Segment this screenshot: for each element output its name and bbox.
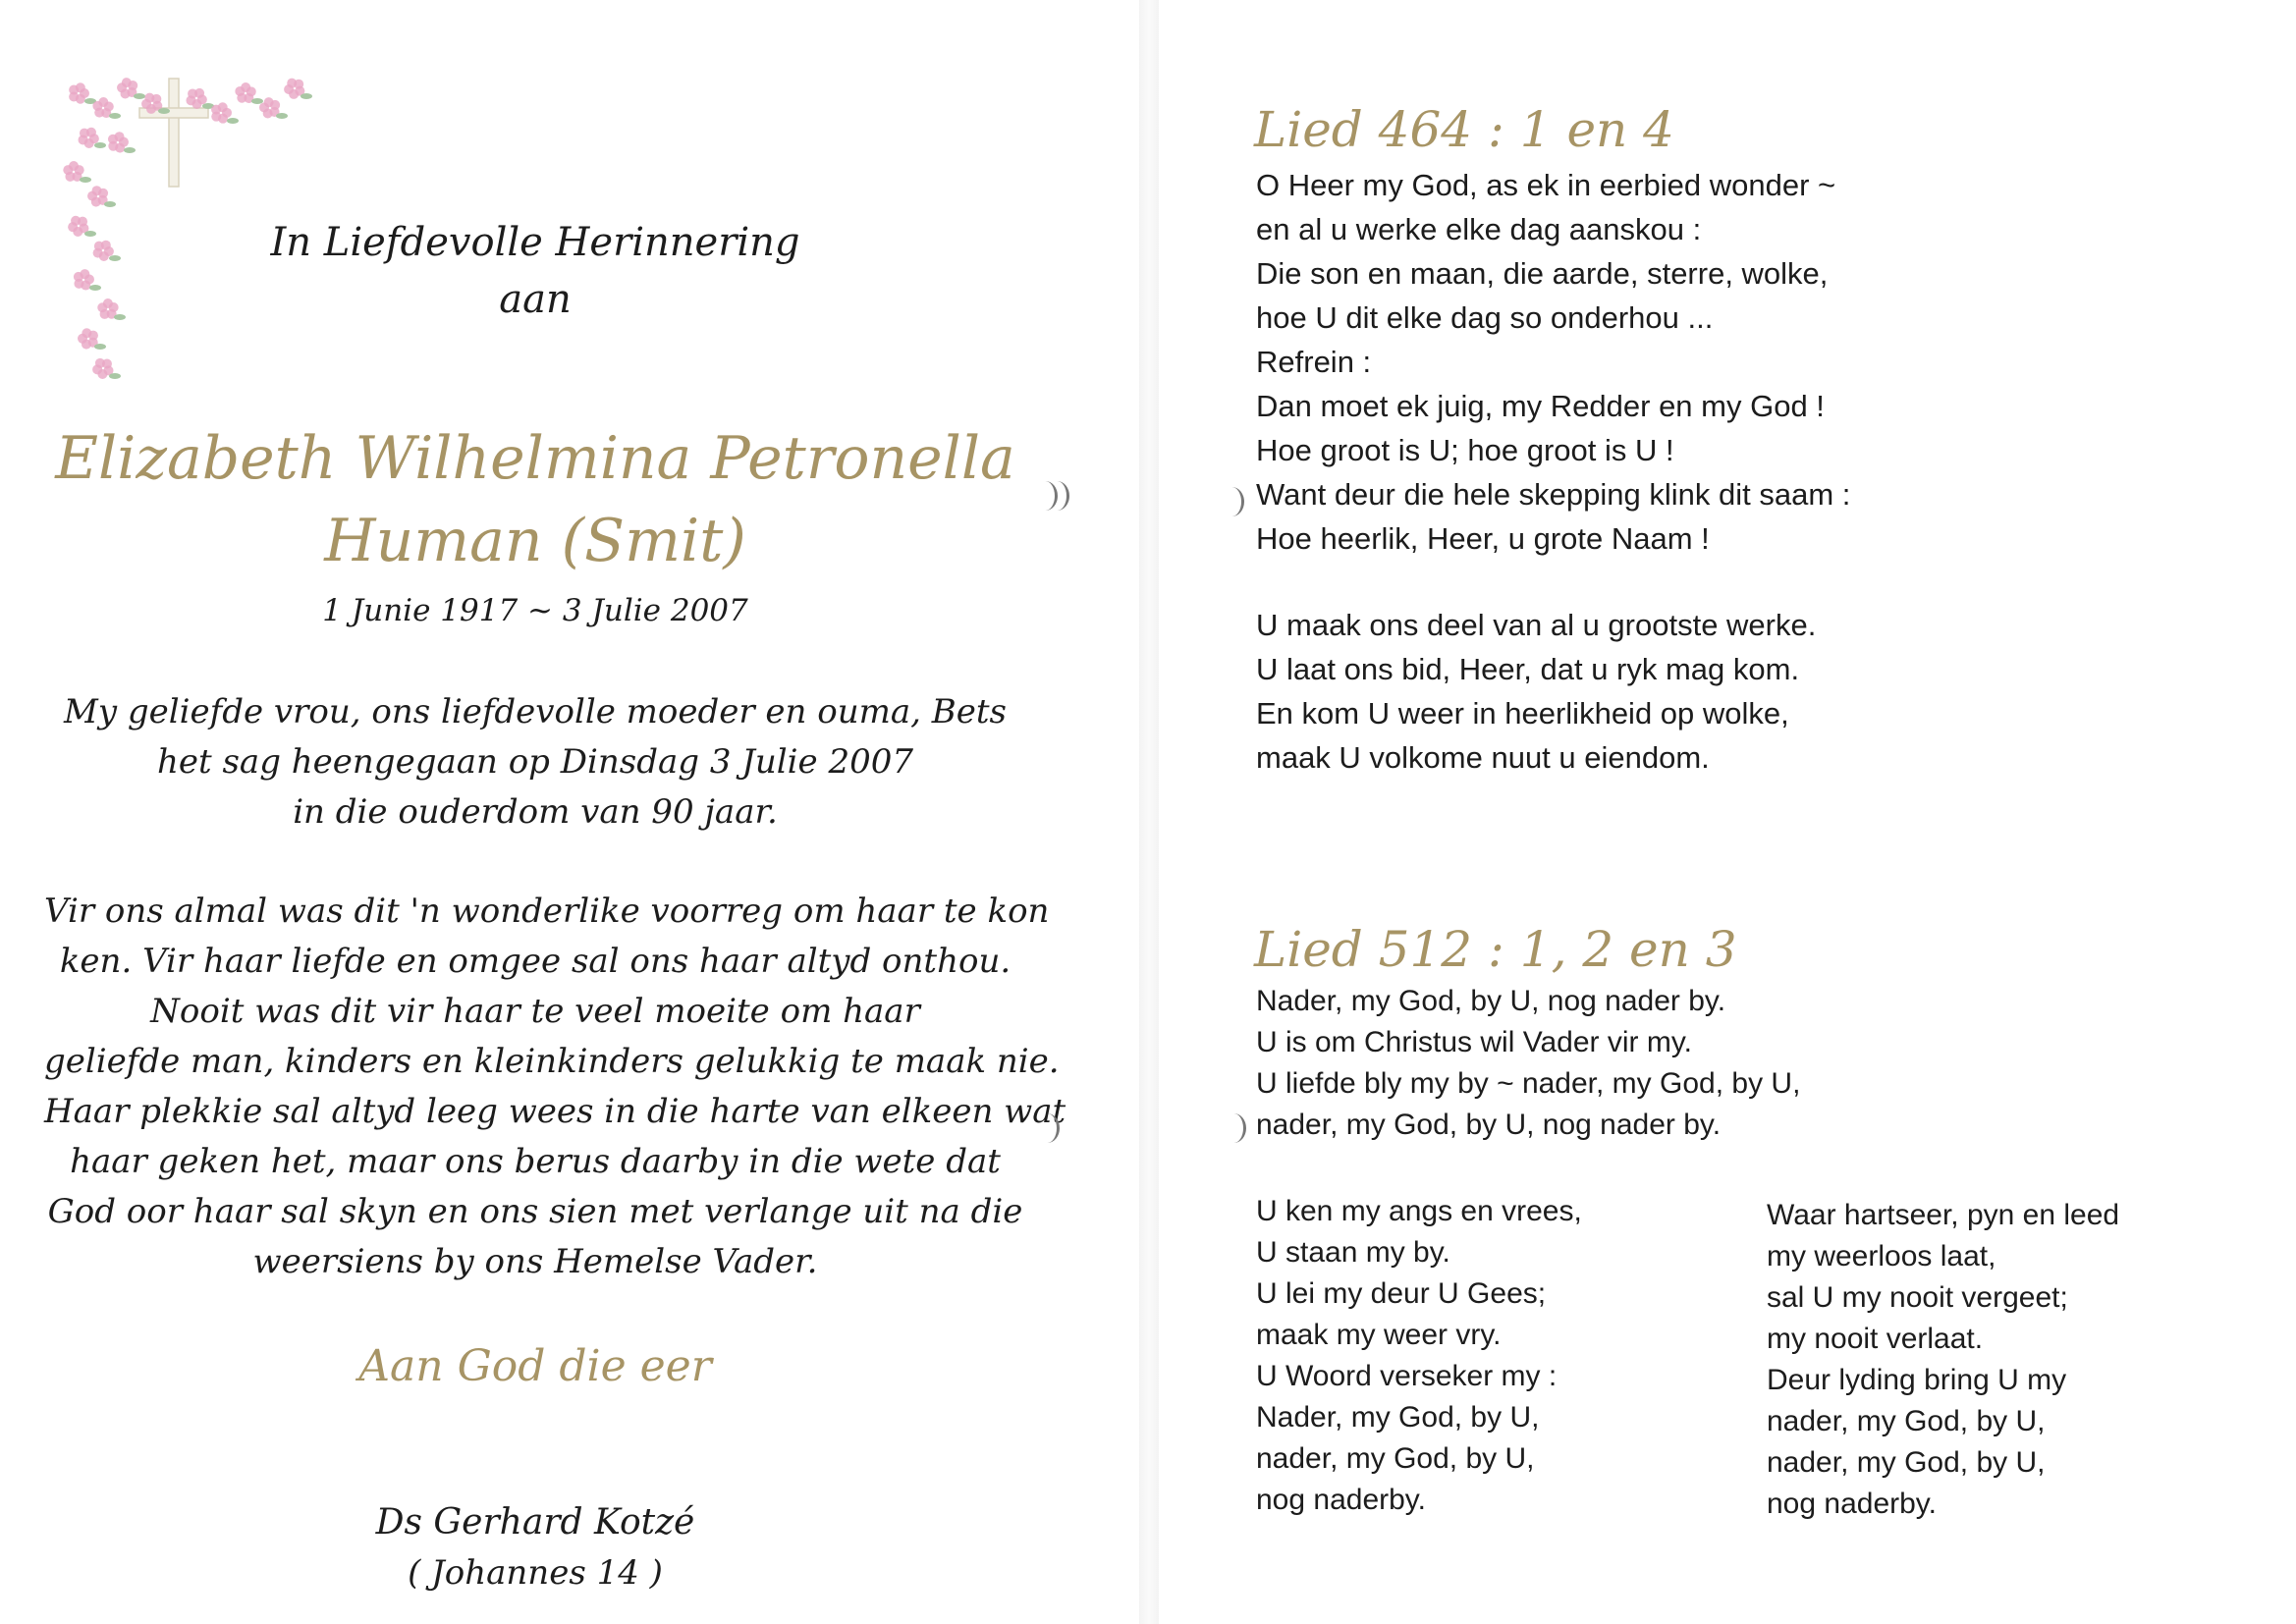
- name-line: Human (Smit): [324, 507, 746, 575]
- verse-line: U liefde bly my by ~ nader, my God, by U,: [1256, 1067, 1801, 1100]
- flower-icon: [78, 328, 106, 350]
- binding-mark: [1035, 1113, 1060, 1143]
- flower-icon: [284, 79, 312, 99]
- hymn1-verse1: [1256, 163, 1850, 561]
- verse-line: nader, my God, by U, nog nader by.: [1256, 1109, 1722, 1141]
- verse-line: nog naderby.: [1767, 1488, 1937, 1520]
- verse-line: maak U volkome nuut u eiendom.: [1256, 740, 1710, 775]
- verse-line: Refrein :: [1256, 345, 1372, 379]
- notice-line: het sag heengegaan op Dinsdag 3 Julie 2007: [156, 742, 913, 782]
- verse-line: my nooit verlaat.: [1767, 1323, 1984, 1355]
- verse-line: Hoe heerlik, Heer, u grote Naam !: [1256, 521, 1710, 556]
- verse-line: maak my weer vry.: [1256, 1319, 1502, 1351]
- verse-line: O Heer my God, as ek in eerbied wonder ~: [1256, 168, 1836, 202]
- verse-line: U lei my deur U Gees;: [1256, 1277, 1547, 1310]
- flower-icon: [259, 97, 288, 119]
- flower-icon: [235, 82, 263, 104]
- notice-line: in die ouderdom van 90 jaar.: [293, 792, 778, 832]
- tribute-line: haar geken het, maar ons berus daarby in die wete dat: [70, 1142, 1001, 1181]
- verse-line: hoe U dit elke dag so onderhou ...: [1256, 300, 1714, 335]
- verse-line: Dan moet ek juig, my Redder en my God !: [1256, 389, 1825, 423]
- tribute-line: ken. Vir haar liefde en omgee sal ons haar altyd onthou.: [59, 942, 1011, 981]
- verse-line: U maak ons deel van al u grootste werke.: [1256, 608, 1817, 642]
- hymn2-verse3: [1767, 1195, 2119, 1525]
- verse-line: sal U my nooit vergeet;: [1767, 1281, 2068, 1314]
- verse-line: nader, my God, by U,: [1767, 1446, 2046, 1479]
- tribute-line: Haar plekkie sal altyd leeg wees in die harte van elkeen wat: [44, 1092, 1066, 1131]
- verse-line: Die son en maan, die aarde, sterre, wolke,: [1256, 256, 1829, 291]
- flower-icon: [92, 97, 121, 119]
- hymn2-verse1: [1256, 981, 1800, 1146]
- tribute: [44, 887, 1066, 1287]
- hymn2-verse2: [1256, 1191, 1582, 1521]
- verse-line: U staan my by.: [1256, 1236, 1450, 1269]
- verse-line: U is om Christus wil Vader vir my.: [1256, 1026, 1692, 1058]
- flower-icon: [69, 82, 96, 104]
- verse-line: Waar hartseer, pyn en leed: [1767, 1199, 2120, 1231]
- verse-line: U ken my angs en vrees,: [1256, 1195, 1582, 1227]
- verse-line: Want deur die hele skepping klink dit saam :: [1256, 477, 1851, 512]
- dedication-line: aan: [499, 277, 572, 322]
- name-line: Elizabeth Wilhelmina Petronella: [55, 424, 1015, 493]
- hymn1-verse4: [1256, 603, 1816, 780]
- death-notice: [44, 687, 1026, 838]
- hymn1-title: Lied 464 : 1 en 4: [1254, 101, 1674, 158]
- tribute-line: Vir ons almal was dit 'n wonderlike voorreg om haar te kon: [44, 892, 1050, 931]
- binding-mark: [1222, 1113, 1246, 1143]
- scripture-reference: ( Johannes 14 ): [408, 1553, 663, 1593]
- tribute-line: geliefde man, kinders en kleinkinders gelukkig te maak nie.: [44, 1042, 1060, 1081]
- tribute-line: God oor haar sal skyn en ons sien met verlange uit na die: [47, 1192, 1023, 1231]
- flower-icon: [186, 88, 214, 109]
- verse-line: U laat ons bid, Heer, dat u ryk mag kom.: [1256, 652, 1800, 686]
- minister: Ds Gerhard Kotzé: [375, 1502, 695, 1543]
- verse-line: nader, my God, by U,: [1256, 1442, 1535, 1475]
- dedication: [44, 214, 1026, 328]
- flower-icon: [92, 358, 121, 379]
- life-dates: 1 Junie 1917 ~ 3 Julie 2007: [322, 593, 748, 628]
- page-fold: [1139, 0, 1159, 1624]
- verse-line: U Woord verseker my :: [1256, 1360, 1558, 1392]
- verse-line: Nader, my God, by U, nog nader by.: [1256, 985, 1726, 1017]
- verse-line: En kom U weer in heerlikheid op wolke,: [1256, 696, 1789, 731]
- flower-icon: [211, 102, 239, 124]
- flower-icon: [117, 78, 145, 99]
- verse-line: Hoe groot is U; hoe groot is U !: [1256, 433, 1674, 467]
- flower-icon: [108, 132, 136, 153]
- motto: Aan God die eer: [358, 1341, 712, 1391]
- notice-line: My geliefde vrou, ons liefdevolle moeder en ouma, Bets: [64, 692, 1007, 731]
- verse-line: Nader, my God, by U,: [1256, 1401, 1540, 1434]
- verse-line: nog naderby.: [1256, 1484, 1426, 1516]
- flower-icon: [79, 128, 106, 148]
- verse-line: nader, my God, by U,: [1767, 1405, 2046, 1437]
- dedication-line: In Liefdevolle Herinnering: [270, 220, 800, 265]
- verse-line: my weerloos laat,: [1767, 1240, 1996, 1272]
- tribute-line: weersiens by ons Hemelse Vader.: [252, 1242, 818, 1281]
- binding-mark: [1045, 481, 1069, 511]
- deceased-name: [44, 417, 1026, 582]
- binding-mark: [1220, 487, 1244, 516]
- flower-icon: [87, 186, 116, 207]
- verse-line: en al u werke elke dag aanskou :: [1256, 212, 1702, 246]
- hymn2-title: Lied 512 : 1, 2 en 3: [1254, 921, 1737, 978]
- verse-line: Deur lyding bring U my: [1767, 1364, 2067, 1396]
- tribute-line: Nooit was dit vir haar te veel moeite om haar: [150, 992, 920, 1031]
- flower-icon: [63, 161, 91, 183]
